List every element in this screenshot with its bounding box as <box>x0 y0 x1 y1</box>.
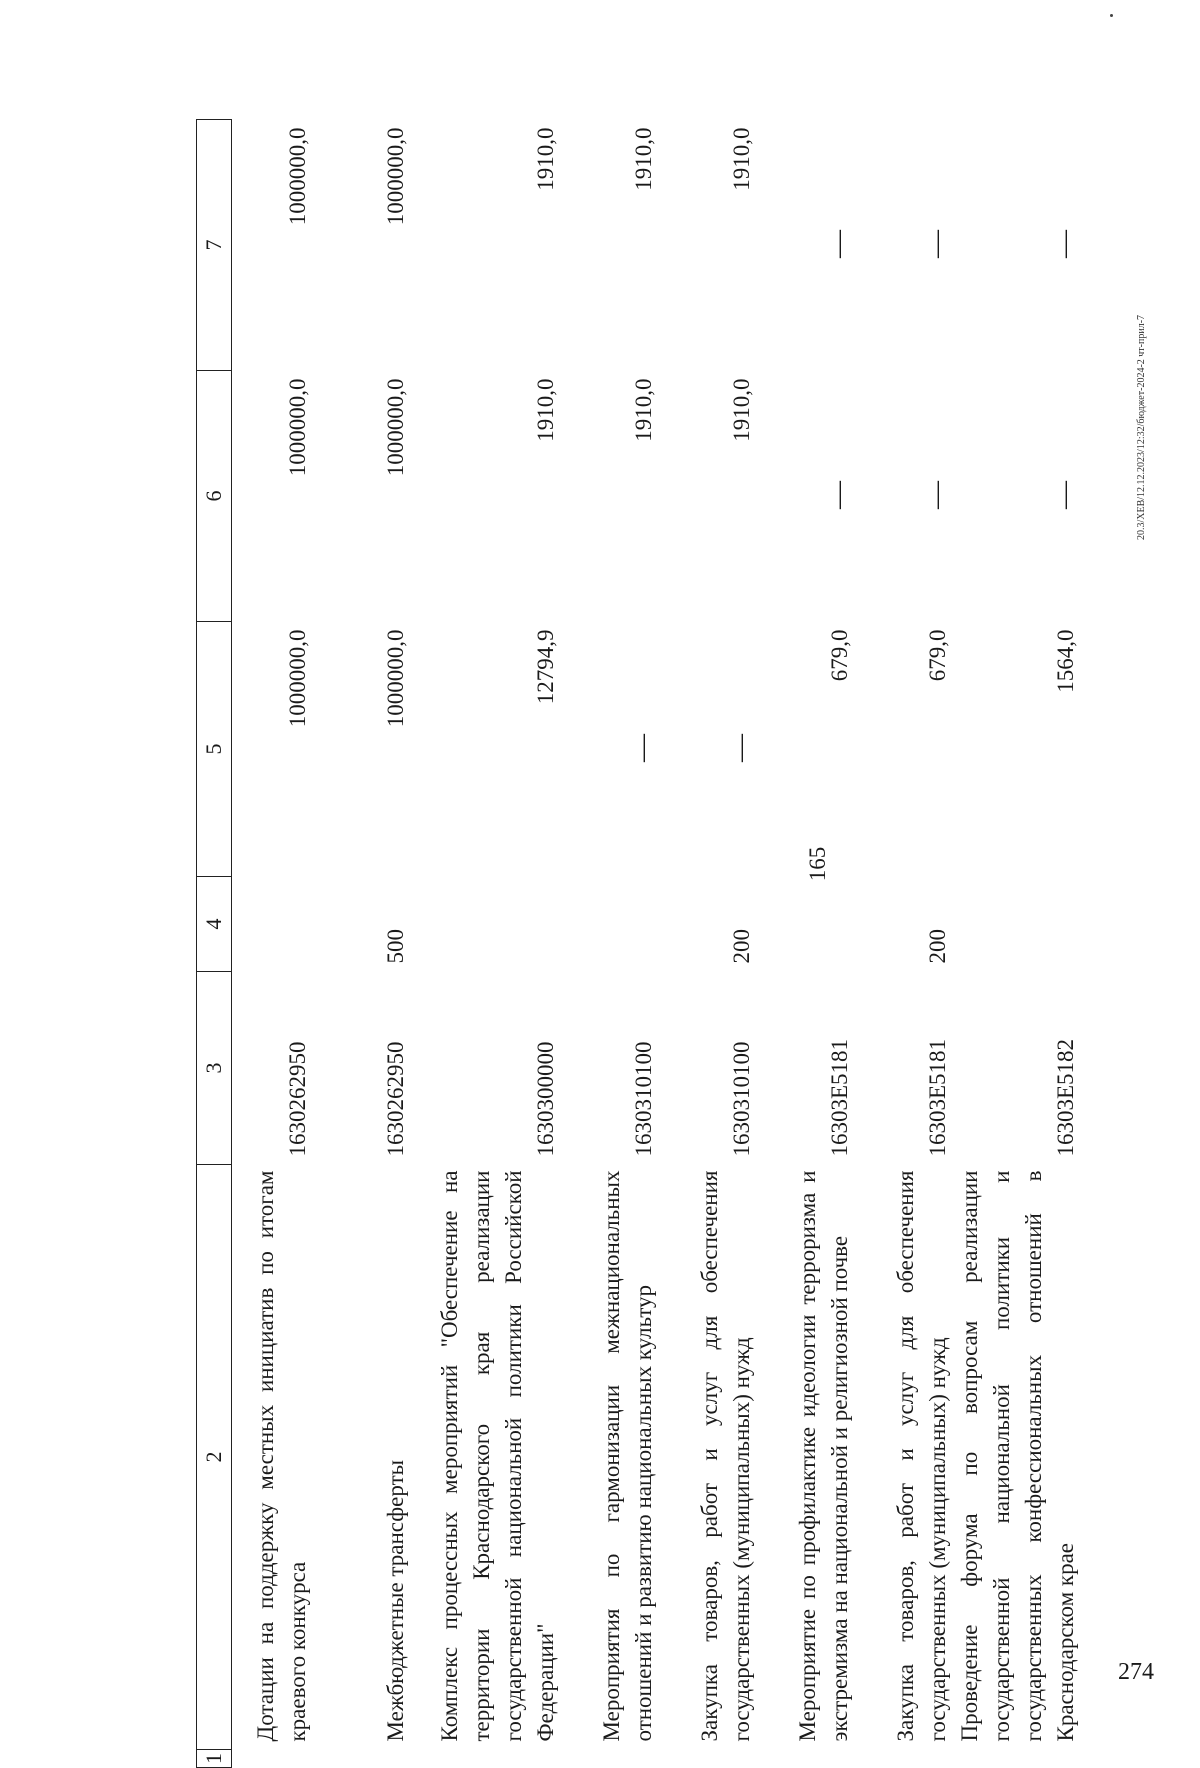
dash-mark: — <box>725 734 756 762</box>
row-code: 1630262950 <box>285 1041 310 1157</box>
row-name: Мероприятие по профилактике идеологии терроризма и экстремизма на национальной и религиозной почве <box>795 1170 852 1742</box>
table-row <box>856 120 954 1768</box>
row-value-7: 1910,0 <box>729 127 754 191</box>
budget-table <box>196 119 1082 1768</box>
row-value-5: 12794,9 <box>533 629 558 705</box>
row-code: 1630310100 <box>729 1041 754 1157</box>
row-value-6: 1000000,0 <box>383 378 408 477</box>
row-value-7: 1000000,0 <box>383 127 408 226</box>
header-col-6: 6 <box>197 371 232 622</box>
dash-mark: — <box>627 734 658 762</box>
dash-mark: — <box>1049 481 1080 509</box>
scan-dot <box>1110 14 1113 17</box>
row-code: 16303Е5182 <box>1053 1038 1078 1157</box>
header-col-2: 2 <box>197 1165 232 1750</box>
row-value-7 <box>856 120 954 371</box>
dash-mark: — <box>823 481 854 509</box>
row-vr <box>758 877 856 972</box>
row-value-5: 679,0 <box>827 629 852 682</box>
row-vr: 500 <box>383 929 408 964</box>
row-vr <box>562 877 660 972</box>
dash-mark: — <box>921 230 952 258</box>
table-row <box>232 120 315 1768</box>
table-header-row <box>197 120 232 1768</box>
row-value-6: 1910,0 <box>631 378 656 442</box>
row-vr: 200 <box>729 929 754 964</box>
row-value-5: 1564,0 <box>1053 629 1078 693</box>
row-value-7: 1910,0 <box>631 127 656 191</box>
row-value-7: 1910,0 <box>533 127 558 191</box>
row-name: Комплекс процессных мероприятий "Обеспечение на территории Краснодарского края реализации государственной национальной политики Российской Федерации" <box>437 1170 558 1742</box>
row-code: 16303Е5181 <box>925 1038 950 1157</box>
row-value-6: 1910,0 <box>729 378 754 442</box>
page-number: 165 <box>805 846 830 882</box>
row-name: Межбюджетные трансферты <box>383 1459 408 1742</box>
row-name: Закупка товаров, работ и услуг для обеспечения государственных (муниципальных) нужд <box>893 1170 950 1742</box>
row-vr <box>232 877 315 972</box>
row-value-5: 1000000,0 <box>285 629 310 728</box>
table-row <box>758 120 856 1768</box>
sheet-number: 274 <box>1118 1659 1154 1685</box>
row-vr <box>954 877 1082 972</box>
dash-mark: — <box>921 481 952 509</box>
row-code: 1630300000 <box>533 1041 558 1157</box>
row-name: Закупка товаров, работ и услуг для обеспечения государственных (муниципальных) нужд <box>697 1170 754 1742</box>
row-vr <box>412 877 562 972</box>
row-name: Дотации на поддержку местных инициатив по итогам краевого конкурса <box>253 1170 310 1742</box>
row-value-6 <box>856 371 954 622</box>
table-row <box>954 120 1082 1768</box>
row-value-6 <box>954 371 1082 622</box>
table-row <box>314 120 412 1768</box>
row-name: Мероприятия по гармонизации межнациональных отношений и развитию национальных культур <box>599 1170 656 1742</box>
row-value-7 <box>954 120 1082 371</box>
row-value-5 <box>660 622 758 877</box>
row-vr: 200 <box>925 929 950 964</box>
header-col-5: 5 <box>197 622 232 877</box>
row-value-5: 679,0 <box>925 629 950 682</box>
row-value-6: 1910,0 <box>533 378 558 442</box>
table-row <box>660 120 758 1768</box>
row-value-7: 1000000,0 <box>285 127 310 226</box>
document-footer-code: 20.3/ХЕВ/12.12.2023/12:32/бюджет-2024-2 чт-прил-7 <box>1136 314 1147 540</box>
header-col-3: 3 <box>197 972 232 1165</box>
row-code: 1630310100 <box>631 1041 656 1157</box>
row-name: Проведение форума по вопросам реализации государственной национальной политики и государственных конфессиональных отношений в Краснодарском крае <box>957 1170 1078 1742</box>
header-col-1: 1 <box>197 1750 232 1768</box>
row-value-6: 1000000,0 <box>285 378 310 477</box>
dash-mark: — <box>1049 230 1080 258</box>
header-col-7: 7 <box>197 120 232 371</box>
row-value-5: 1000000,0 <box>383 629 408 728</box>
table-row <box>562 120 660 1768</box>
row-value-5 <box>562 622 660 877</box>
row-value-7 <box>758 120 856 371</box>
header-col-4: 4 <box>197 877 232 972</box>
row-code: 16303Е5181 <box>827 1038 852 1157</box>
dash-mark: — <box>823 230 854 258</box>
rotated-budget-table <box>196 120 1080 1768</box>
row-code: 1630262950 <box>383 1041 408 1157</box>
row-value-6 <box>758 371 856 622</box>
table-row <box>412 120 562 1768</box>
